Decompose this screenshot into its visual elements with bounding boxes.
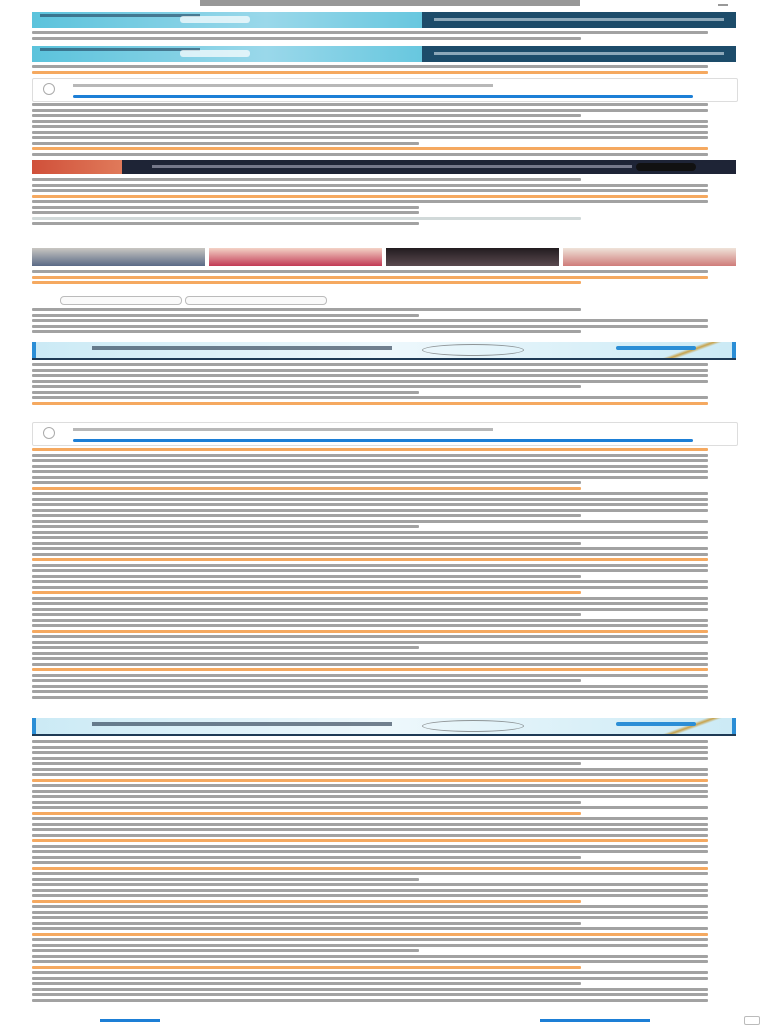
thumbnail[interactable] bbox=[386, 248, 559, 266]
promo-banner-dark[interactable] bbox=[32, 160, 736, 174]
article-text bbox=[32, 363, 736, 407]
banner-right-text bbox=[434, 18, 724, 21]
top-right-marker bbox=[718, 4, 728, 6]
search-input[interactable] bbox=[32, 78, 738, 102]
article-text bbox=[32, 308, 736, 336]
banner-right bbox=[422, 12, 736, 28]
banner-button[interactable] bbox=[616, 346, 696, 350]
banner-button[interactable] bbox=[616, 722, 696, 726]
banner-swoosh bbox=[616, 342, 736, 358]
page-footer bbox=[0, 1016, 768, 1024]
search-progress bbox=[73, 439, 693, 442]
text-block bbox=[32, 65, 736, 76]
banner-text bbox=[92, 722, 392, 726]
banner-pill bbox=[180, 50, 250, 57]
thumbnail-strip bbox=[32, 248, 736, 266]
tab[interactable] bbox=[185, 296, 327, 305]
page-title bbox=[200, 0, 580, 6]
banner-edge bbox=[32, 342, 36, 358]
banner-logo bbox=[422, 344, 524, 356]
search-placeholder bbox=[73, 428, 493, 431]
article-text bbox=[32, 448, 736, 701]
search-icon bbox=[43, 427, 55, 439]
footer-link[interactable] bbox=[540, 1019, 650, 1022]
banner-accent bbox=[32, 160, 122, 174]
footer-link[interactable] bbox=[100, 1019, 160, 1022]
article-text bbox=[32, 270, 736, 287]
banner-edge bbox=[732, 342, 736, 358]
top-banner-a[interactable] bbox=[32, 12, 736, 28]
banner-edge bbox=[732, 718, 736, 734]
tab[interactable] bbox=[60, 296, 182, 305]
banner-swoosh bbox=[616, 718, 736, 734]
banner-pill bbox=[180, 16, 250, 23]
search-icon bbox=[43, 83, 55, 95]
banner-right-text bbox=[434, 52, 724, 55]
info-banner[interactable] bbox=[32, 718, 736, 736]
banner-text bbox=[152, 165, 632, 168]
thumbnail[interactable] bbox=[209, 248, 382, 266]
banner-right bbox=[422, 46, 736, 62]
article-text bbox=[32, 103, 736, 158]
article-text bbox=[32, 740, 736, 1004]
banner-left-text bbox=[40, 48, 200, 51]
banner-button[interactable] bbox=[636, 163, 696, 171]
banner-edge bbox=[32, 718, 36, 734]
banner-logo bbox=[422, 720, 524, 732]
thumbnail[interactable] bbox=[563, 248, 736, 266]
top-banner-b[interactable] bbox=[32, 46, 736, 62]
banner-left-text bbox=[40, 14, 200, 17]
banner-left bbox=[32, 46, 422, 62]
search-placeholder bbox=[73, 84, 493, 87]
thumbnail[interactable] bbox=[32, 248, 205, 266]
banner-text bbox=[92, 346, 392, 350]
search-input[interactable] bbox=[32, 422, 738, 446]
info-banner[interactable] bbox=[32, 342, 736, 360]
tab-strip bbox=[60, 296, 330, 304]
search-progress bbox=[73, 95, 693, 98]
text-block bbox=[32, 31, 736, 42]
article-text bbox=[32, 178, 736, 228]
banner-left bbox=[32, 12, 422, 28]
